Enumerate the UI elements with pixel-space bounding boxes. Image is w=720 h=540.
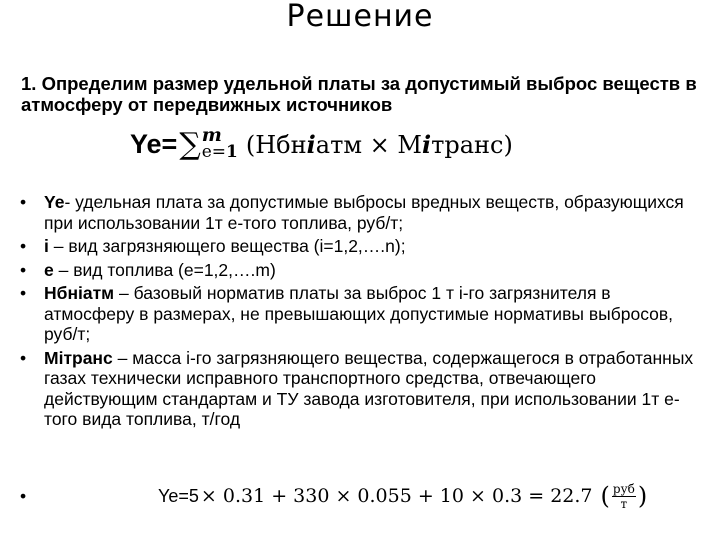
definition-term: Нбніатм bbox=[44, 283, 115, 303]
definition-text: – вид топлива (e=1,2,….m) bbox=[53, 259, 276, 280]
bullet: • bbox=[20, 347, 27, 368]
definition-term: i bbox=[44, 236, 49, 256]
unit-numerator: руб bbox=[612, 481, 635, 496]
lower-limit-start: 1 bbox=[226, 142, 238, 162]
unit-fraction bbox=[612, 482, 636, 511]
definition-item bbox=[20, 260, 700, 281]
formula-lhs: Ye= bbox=[130, 128, 178, 159]
main-formula bbox=[130, 120, 513, 168]
calculation-math: × 0.31 + 330 × 0.055 + 10 × 0.3 = 22.7 bbox=[200, 485, 593, 507]
bullet: • bbox=[20, 259, 27, 280]
calculation-row bbox=[20, 476, 700, 516]
definition-text: – базовый норматив платы за выброс 1 т i-го загрязнителя в атмосферу в размерах, не превышающих допустимые нормативы выбросов, руб/т; bbox=[44, 283, 674, 344]
formula-index-i: i bbox=[306, 129, 316, 159]
definition-item bbox=[20, 348, 700, 430]
definition-term: e bbox=[44, 259, 54, 280]
definition-item bbox=[20, 283, 700, 345]
lower-limit-var: e= bbox=[201, 142, 227, 162]
bullet: • bbox=[20, 236, 27, 256]
definition-item bbox=[20, 192, 700, 233]
upper-limit: m bbox=[201, 124, 222, 146]
unit-denominator: т bbox=[620, 496, 628, 511]
definitions-list bbox=[20, 192, 700, 433]
paren-open: ( bbox=[600, 482, 610, 510]
definition-term: Мітранс bbox=[44, 347, 113, 368]
bullet: • bbox=[20, 486, 27, 506]
definition-term: Ye bbox=[44, 192, 65, 212]
formula-body-part: атм × M bbox=[315, 130, 422, 159]
paren-close: ) bbox=[637, 482, 648, 510]
summation bbox=[179, 124, 238, 162]
sigma-symbol: ∑ bbox=[179, 126, 201, 162]
step-heading: 1. Определим размер удельной платы за допустимый выброс веществ в атмосферу от передвижных источников bbox=[21, 73, 697, 115]
formula-index-i: i bbox=[421, 129, 432, 159]
calculation-lead: Ye=5 bbox=[158, 485, 199, 506]
formula-body bbox=[246, 130, 513, 159]
definition-text: – вид загрязняющего вещества (i=1,2,….n); bbox=[48, 236, 406, 256]
lower-limit bbox=[202, 144, 238, 161]
definition-text: - удельная плата за допустимые выбросы вредных веществ, образующихся при использовании 1т е-того топлива, руб/т; bbox=[44, 192, 684, 233]
bullet: • bbox=[20, 192, 27, 212]
definition-item bbox=[20, 236, 700, 257]
formula-body-part: транс) bbox=[431, 130, 513, 159]
bullet: • bbox=[20, 283, 27, 303]
slide-title: Решение bbox=[286, 0, 434, 34]
formula-body-part: (Нбн bbox=[245, 130, 307, 159]
definition-text: – масса і-го загрязняющего вещества, содержащегося в отработанных газах технически исправного транспортного средства, отвечающего действующим стандартам и ТУ завода изготовителя, при использовании 1т е-того вида топлива, т/год bbox=[44, 347, 694, 429]
summation-limits bbox=[201, 124, 238, 162]
calculation-expression bbox=[158, 476, 647, 516]
